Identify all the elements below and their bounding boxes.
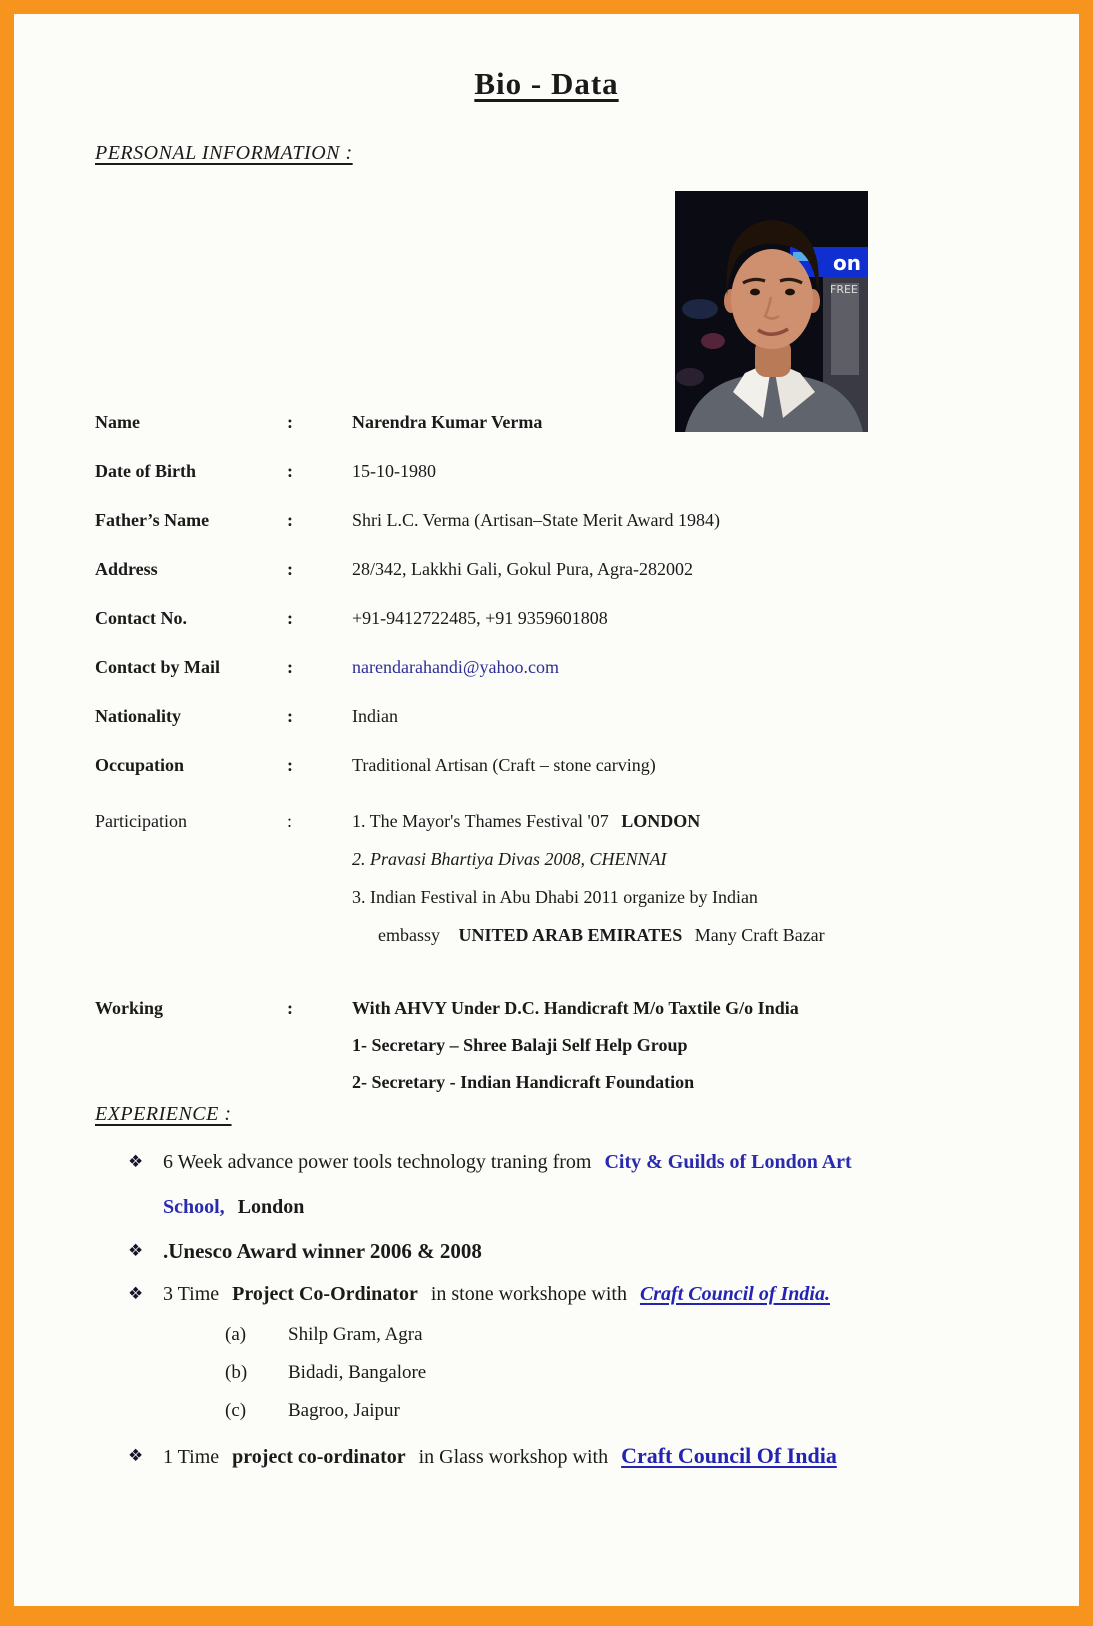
photo-neon-sign-text: on bbox=[833, 251, 861, 275]
field-row-contact-no bbox=[95, 606, 1079, 655]
field-colon: : bbox=[287, 998, 293, 1018]
experience-item-unesco: ❖ .Unesco Award winner 2006 & 2008 bbox=[95, 1230, 1079, 1273]
field-label: Working bbox=[95, 998, 164, 1018]
field-row-date-of-birth bbox=[95, 459, 1079, 508]
experience-item-stone-workshop: ❖ 3 Time Project Co-Ordinator in stone workshope with Craft Council of India. bbox=[95, 1273, 1079, 1316]
field-label: Name bbox=[95, 412, 140, 432]
field-row-fathers-name bbox=[95, 508, 1079, 557]
workshop-locations-list bbox=[95, 1316, 1079, 1430]
field-row-participation bbox=[95, 802, 1079, 954]
participation-item-2: 2. Pravasi Bhartiya Divas 2008, CHENNAI bbox=[352, 849, 667, 869]
diamond-bullet-icon: ❖ bbox=[128, 1284, 144, 1304]
diamond-bullet-icon: ❖ bbox=[128, 1152, 144, 1172]
field-value: 15-10-1980 bbox=[352, 461, 436, 481]
field-colon: : bbox=[287, 811, 293, 831]
field-label: Contact No. bbox=[95, 608, 187, 628]
field-row-working bbox=[95, 990, 1079, 1101]
working-line-3: 2- Secretary - Indian Handicraft Foundation bbox=[352, 1072, 695, 1092]
field-row-name bbox=[95, 410, 1079, 459]
page-title bbox=[14, 66, 1079, 102]
craft-council-india-link[interactable]: Craft Council of India. bbox=[639, 1283, 830, 1305]
personal-information-heading: PERSONAL INFORMATION : bbox=[95, 142, 353, 164]
working-line-2: 1- Secretary – Shree Balaji Self Help Group bbox=[352, 1035, 688, 1055]
field-colon: : bbox=[287, 510, 293, 530]
workshop-location-a: (a) Shilp Gram, Agra bbox=[225, 1324, 423, 1345]
field-colon: : bbox=[287, 461, 293, 481]
field-row-address bbox=[95, 557, 1079, 606]
email-address: narendarahandi@yahoo.com bbox=[352, 657, 559, 677]
field-value: 28/342, Lakkhi Gali, Gokul Pura, Agra-282002 bbox=[352, 559, 693, 579]
field-colon: : bbox=[287, 608, 293, 628]
field-colon: : bbox=[287, 657, 293, 677]
photo-free-sign-text: FREE bbox=[830, 283, 858, 296]
workshop-location-b: (b) Bidadi, Bangalore bbox=[225, 1362, 427, 1383]
diamond-bullet-icon: ❖ bbox=[128, 1241, 144, 1261]
field-row-nationality bbox=[95, 704, 1079, 753]
page-content bbox=[14, 14, 1079, 1606]
craft-council-of-india-link[interactable]: Craft Council Of India bbox=[621, 1443, 837, 1468]
workshop-location-c: (c) Bagroo, Jaipur bbox=[225, 1400, 400, 1421]
participation-item-3-continued: embassy UNITED ARAB EMIRATES Many Craft Bazar bbox=[378, 925, 825, 945]
experience-list bbox=[95, 1140, 1079, 1479]
field-label: Address bbox=[95, 559, 158, 579]
field-row-contact-mail bbox=[95, 655, 1079, 704]
field-value: Traditional Artisan (Craft – stone carving) bbox=[352, 755, 656, 775]
field-value: Narendra Kumar Verma bbox=[352, 412, 543, 432]
participation-list bbox=[352, 802, 1079, 954]
diamond-bullet-icon: ❖ bbox=[128, 1446, 144, 1466]
working-list bbox=[352, 990, 1079, 1101]
field-label: Father’s Name bbox=[95, 510, 210, 530]
experience-heading: EXPERIENCE : bbox=[95, 1103, 232, 1125]
experience-item-training: ❖ 6 Week advance power tools technology traning from City & Guilds of London Art School, London bbox=[95, 1140, 855, 1230]
field-label: Occupation bbox=[95, 755, 185, 775]
field-colon: : bbox=[287, 706, 293, 726]
city-guilds-link: City & Guilds of London Art School, bbox=[163, 1151, 852, 1218]
working-line-1: With AHVY Under D.C. Handicraft M/o Taxtile G/o India bbox=[352, 998, 799, 1018]
page-title-text: Bio - Data bbox=[474, 66, 619, 101]
field-value: +91-9412722485, +91 9359601808 bbox=[352, 608, 608, 628]
field-label: Nationality bbox=[95, 706, 182, 726]
field-label: Date of Birth bbox=[95, 461, 196, 481]
field-row-occupation bbox=[95, 753, 1079, 802]
field-colon: : bbox=[287, 412, 293, 432]
field-colon: : bbox=[287, 755, 293, 775]
field-label: Contact by Mail bbox=[95, 657, 220, 677]
personal-info-fields bbox=[95, 410, 1079, 1101]
field-value: Shri L.C. Verma (Artisan–State Merit Award 1984) bbox=[352, 510, 720, 530]
portrait-photo-graphic bbox=[675, 191, 868, 432]
experience-item-glass-workshop: ❖ 1 Time project co-ordinator in Glass workshop with Craft Council Of India bbox=[95, 1434, 1079, 1479]
participation-item-3: 3. Indian Festival in Abu Dhabi 2011 organize by Indian bbox=[352, 887, 758, 907]
field-value: Indian bbox=[352, 706, 398, 726]
portrait-photo bbox=[675, 191, 868, 432]
participation-item-1: 1. The Mayor's Thames Festival '07 LONDON bbox=[352, 811, 701, 831]
field-label: Participation bbox=[95, 811, 187, 831]
field-colon: : bbox=[287, 559, 293, 579]
